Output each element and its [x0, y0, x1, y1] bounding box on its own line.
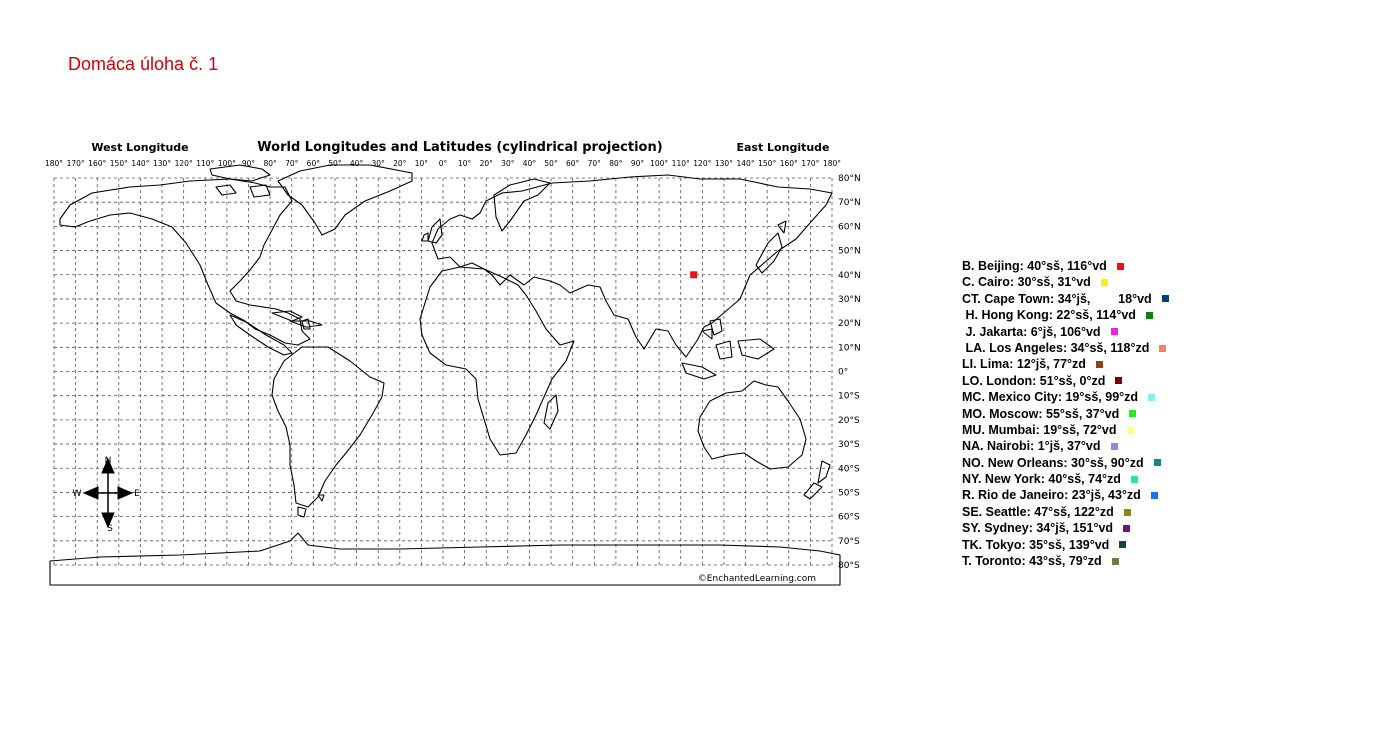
longitude-tick-label: 130°: [714, 159, 733, 168]
legend-item-text: NY. New York: 40°sš, 74°zd: [962, 472, 1121, 487]
longitude-tick-label: 150°: [109, 159, 128, 168]
legend-item-text: NO. New Orleans: 30°sš, 90°zd: [962, 455, 1144, 470]
legend-color-swatch: [1119, 541, 1126, 548]
legend-color-swatch: [1127, 427, 1134, 434]
longitude-tick-label: 160°: [779, 159, 798, 168]
legend-item-text: LI. Lima: 12°jš, 77°zd: [962, 357, 1086, 372]
slide-title: Domáca úloha č. 1: [68, 54, 219, 74]
legend-item: [962, 340, 1169, 356]
longitude-tick-label: 90°: [630, 159, 645, 168]
japan-outline: [756, 221, 786, 273]
legend-item: [962, 455, 1169, 471]
map-title: World Longitudes and Latitudes (cylindrical projection): [257, 140, 663, 155]
compass-n-label: N: [104, 456, 112, 466]
longitude-tick-label: 120°: [174, 159, 193, 168]
legend-color-swatch: [1112, 558, 1119, 565]
legend-item: [962, 389, 1169, 405]
legend-color-swatch: [1111, 328, 1118, 335]
latitude-tick-label: 50°S: [838, 488, 860, 499]
latitude-tick-label: 40°N: [838, 270, 861, 281]
legend-color-swatch: [1129, 410, 1136, 417]
legend-color-swatch: [1159, 345, 1166, 352]
legend-item-text: NA. Nairobi: 1°jš, 37°vd: [962, 439, 1101, 454]
latitude-tick-label: 10°S: [838, 391, 860, 402]
latitude-tick-label: 70°N: [838, 198, 861, 209]
caribbean-outline: [272, 311, 322, 329]
longitude-tick-label: 90°: [241, 159, 256, 168]
latitude-tick-label: 80°S: [838, 561, 860, 571]
longitude-tick-label: 20°: [393, 159, 407, 168]
legend-item: [962, 307, 1169, 323]
legend-color-swatch: [1148, 394, 1155, 401]
legend-item-text: TK. Tokyo: 35°sš, 139°vd: [962, 537, 1110, 552]
east-longitude-label: East Longitude: [736, 141, 830, 154]
australia-outline: [698, 381, 806, 469]
latitude-tick-label: 10°N: [838, 343, 861, 354]
legend-item-text: MO. Moscow: 55°sš, 37°vd: [962, 406, 1120, 421]
latitude-tick-label: 20°N: [838, 319, 861, 330]
city-coordinate-legend: [962, 258, 1169, 569]
legend-item: [962, 356, 1169, 372]
legend-item: [962, 487, 1169, 503]
legend-item: [962, 324, 1169, 340]
longitude-tick-label: 20°: [479, 159, 493, 168]
longitude-tick-label: 160°: [88, 159, 107, 168]
latitude-tick-label: 30°S: [838, 440, 860, 451]
longitude-tick-label: 60°: [306, 159, 320, 168]
longitude-tick-label: 10°: [414, 159, 429, 168]
legend-item: [962, 553, 1169, 569]
latitude-tick-label: 30°N: [838, 294, 861, 305]
longitude-tick-label: 100°: [650, 159, 669, 168]
continent-outlines: [50, 165, 840, 585]
latitude-tick-label: 0°: [838, 367, 849, 378]
legend-color-swatch: [1154, 459, 1161, 466]
longitude-tick-label: 170°: [66, 159, 85, 168]
west-longitude-label: West Longitude: [91, 141, 189, 154]
compass-s-label: S: [107, 524, 113, 534]
scandinavia-outline: [494, 179, 550, 231]
legend-item: [962, 438, 1169, 454]
latitude-tick-label: 60°S: [838, 512, 860, 523]
legend-item: [962, 258, 1169, 274]
longitude-tick-label: 180°: [44, 159, 64, 168]
longitude-tick-label: 140°: [736, 159, 755, 168]
legend-item: [962, 471, 1169, 487]
longitude-tick-label: 180°: [822, 159, 842, 168]
legend-item: [962, 274, 1169, 290]
longitude-tick-label: 170°: [801, 159, 820, 168]
legend-color-swatch: [1096, 361, 1103, 368]
legend-item-text: LO. London: 51°sš, 0°zd: [962, 373, 1106, 388]
legend-color-swatch: [1124, 509, 1131, 516]
longitude-tick-label: 40°: [522, 159, 537, 168]
longitude-tick-label: 50°: [544, 159, 558, 168]
legend-item-text: SY. Sydney: 34°jš, 151°vd: [962, 521, 1114, 536]
new-zealand-outline: [804, 461, 830, 499]
legend-item: [962, 520, 1169, 536]
latitude-scale: [838, 174, 861, 571]
legend-item: [962, 373, 1169, 389]
legend-item: [962, 504, 1169, 520]
world-map: [40, 135, 870, 595]
longitude-tick-label: 10°: [457, 159, 472, 168]
tierra-del-fuego-outline: [298, 495, 324, 517]
latitude-tick-label: 70°S: [838, 536, 860, 547]
map-credit: ©EnchantedLearning.com: [697, 574, 816, 584]
longitude-tick-label: 0°: [438, 159, 448, 168]
legend-item-text: J. Jakarta: 6°jš, 106°vd: [962, 324, 1101, 339]
southeast-asia-islands-outline: [682, 319, 774, 379]
legend-color-swatch: [1101, 279, 1108, 286]
longitude-tick-label: 80°: [263, 159, 277, 168]
greenland-outline: [278, 165, 412, 235]
legend-color-swatch: [1117, 263, 1124, 270]
legend-item-text: R. Rio de Janeiro: 23°jš, 43°zd: [962, 488, 1141, 503]
central-america-outline: [230, 315, 292, 355]
legend-item: [962, 537, 1169, 553]
legend-item-text: C. Cairo: 30°sš, 31°vd: [962, 275, 1091, 290]
longitude-tick-label: 110°: [196, 159, 215, 168]
latitude-tick-label: 50°N: [838, 246, 861, 257]
legend-item-text: MU. Mumbai: 19°sš, 72°vd: [962, 422, 1117, 437]
compass-e-label: E: [134, 489, 140, 499]
legend-color-swatch: [1131, 476, 1138, 483]
longitude-tick-label: 50°: [328, 159, 342, 168]
compass-rose: [73, 456, 141, 534]
legend-item-text: LA. Los Angeles: 34°sš, 118°zd: [962, 340, 1150, 355]
legend-item: [962, 291, 1169, 307]
latitude-tick-label: 80°N: [838, 174, 861, 184]
legend-color-swatch: [1115, 377, 1122, 384]
legend-color-swatch: [1146, 312, 1153, 319]
city-marker-beijing: [690, 271, 697, 278]
longitude-tick-label: 60°: [566, 159, 580, 168]
legend-color-swatch: [1123, 525, 1130, 532]
longitude-tick-label: 80°: [609, 159, 623, 168]
longitude-tick-label: 100°: [217, 159, 236, 168]
longitude-tick-label: 30°: [501, 159, 515, 168]
legend-item-text: MC. Mexico City: 19°sš, 99°zd: [962, 390, 1139, 405]
longitude-tick-label: 40°: [349, 159, 364, 168]
legend-item-text: CT. Cape Town: 34°jš, 18°vd: [962, 291, 1152, 306]
legend-item-text: H. Hong Kong: 22°sš, 114°vd: [962, 308, 1136, 323]
south-america-outline: [272, 347, 384, 507]
longitude-tick-label: 130°: [153, 159, 172, 168]
legend-item-text: B. Beijing: 40°sš, 116°vd: [962, 259, 1107, 273]
legend-color-swatch: [1162, 295, 1169, 302]
compass-w-label: W: [72, 489, 82, 499]
longitude-tick-label: 70°: [587, 159, 601, 168]
latitude-tick-label: 20°S: [838, 415, 860, 426]
latitude-tick-label: 40°S: [838, 464, 860, 475]
legend-item-text: SE. Seattle: 47°sš, 122°zd: [962, 504, 1114, 519]
longitude-tick-label: 70°: [285, 159, 299, 168]
legend-item: [962, 422, 1169, 438]
longitude-scale: [45, 159, 841, 168]
longitude-tick-label: 140°: [131, 159, 150, 168]
longitude-tick-label: 120°: [693, 159, 712, 168]
longitude-tick-label: 110°: [671, 159, 690, 168]
legend-color-swatch: [1151, 492, 1158, 499]
longitude-tick-label: 150°: [758, 159, 777, 168]
legend-item: [962, 406, 1169, 422]
legend-color-swatch: [1111, 443, 1118, 450]
latitude-tick-label: 60°N: [838, 222, 861, 233]
longitude-tick-label: 30°: [371, 159, 385, 168]
lat-lon-grid: [54, 178, 832, 565]
britain-outline: [422, 219, 442, 243]
legend-item-text: T. Toronto: 43°sš, 79°zd: [962, 554, 1102, 569]
